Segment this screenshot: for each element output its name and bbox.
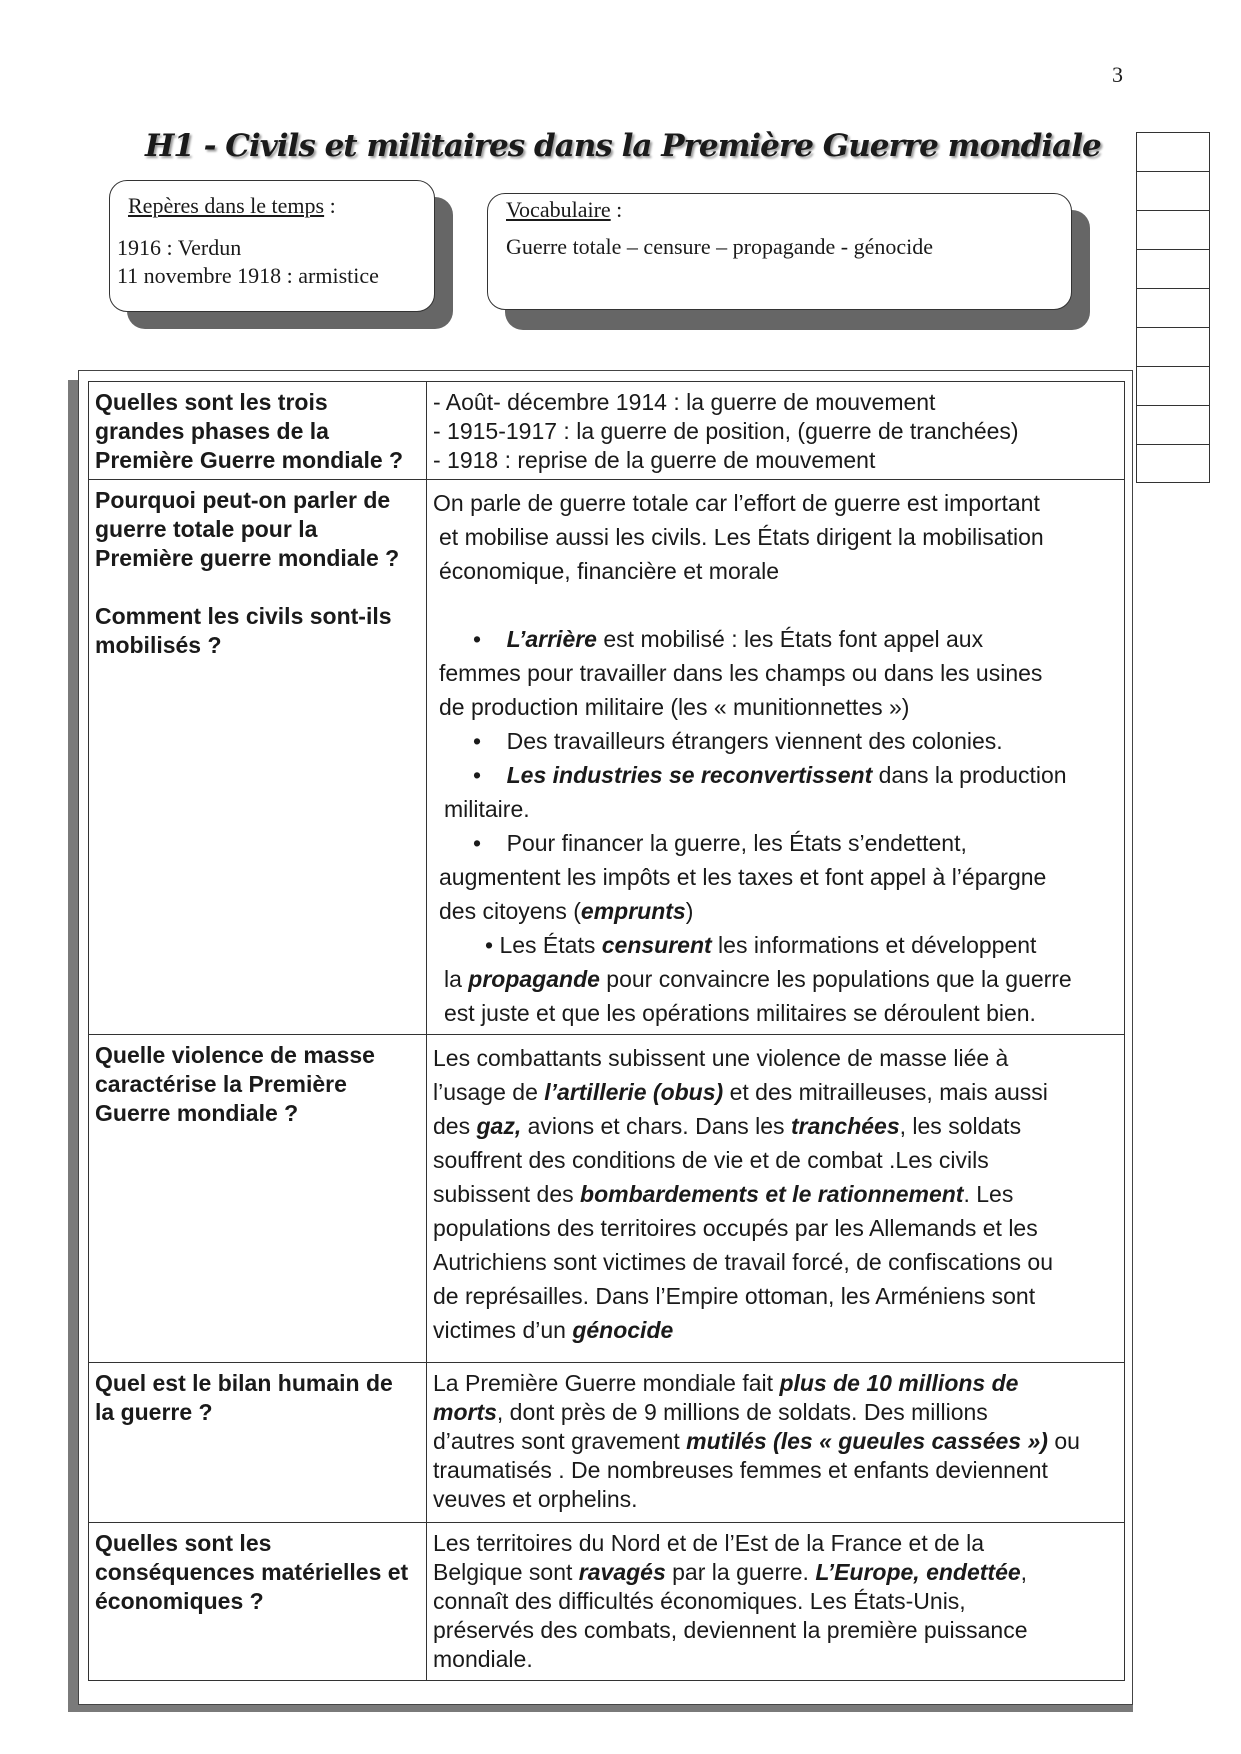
answer-line — [433, 1109, 1118, 1143]
answer-cell — [427, 480, 1125, 1035]
text: . Les — [963, 1181, 1014, 1207]
table-row — [89, 1523, 1125, 1681]
table-row — [89, 382, 1125, 480]
vocabulaire-heading-colon: : — [610, 197, 623, 222]
emphasis: mutilés (les « gueules cassées ») — [686, 1428, 1048, 1454]
answer-line: femmes pour travailler dans les champs ou dans les usines — [439, 660, 1043, 686]
bullet-item — [433, 622, 1118, 656]
checkbox[interactable] — [1136, 288, 1210, 327]
reperes-heading-colon: : — [324, 193, 336, 218]
text: ou — [1047, 1428, 1080, 1454]
answer-line: économique, financière et morale — [439, 558, 780, 584]
reperes-line-1: 1916 : Verdun — [117, 235, 242, 260]
question-line: Première guerre mondiale ? — [95, 545, 400, 571]
question-line: guerre totale pour la — [95, 516, 318, 542]
question-cell — [89, 1363, 427, 1523]
question-line: la guerre ? — [95, 1399, 213, 1425]
question-line: Quelle violence de masse — [95, 1042, 375, 1068]
text: , — [1020, 1559, 1028, 1585]
table-row — [89, 480, 1125, 1035]
answer-line: préservés des combats, deviennent la première puissance — [433, 1617, 1028, 1643]
emphasis: gaz, — [476, 1113, 522, 1139]
answer-line: - 1915-1917 : la guerre de position, (guerre de tranchées) — [433, 418, 1019, 444]
answer-line — [433, 894, 1118, 928]
answer-line: et mobilise aussi les civils. Les États dirigent la mobilisation — [439, 524, 1044, 550]
vocabulaire-heading: Vocabulaire — [506, 197, 611, 222]
question-cell — [89, 480, 427, 1035]
checkbox[interactable] — [1136, 444, 1210, 483]
bullet-text: dans la production — [872, 762, 1067, 788]
bullet-text: Des travailleurs étrangers viennent des colonies. — [506, 728, 1003, 754]
text: Belgique sont — [433, 1559, 579, 1585]
answer-line: - Août- décembre 1914 : la guerre de mouvement — [433, 389, 936, 415]
answer-line: mondiale. — [433, 1646, 533, 1672]
text: subissent des — [433, 1181, 581, 1207]
answer-cell — [427, 1363, 1125, 1523]
question-line: caractérise la Première — [95, 1071, 347, 1097]
vocabulaire-terms: Guerre totale – censure – propagande - génocide — [506, 234, 933, 259]
emphasis: Les industries se reconvertissent — [506, 762, 873, 788]
checkbox-column — [1136, 132, 1210, 483]
question-line: grandes phases de la — [95, 418, 329, 444]
bullet-icon: • — [485, 932, 494, 958]
bullet-text: Pour financer la guerre, les États s’endettent, — [506, 830, 967, 856]
text: la — [444, 966, 469, 992]
text: La Première Guerre mondiale fait — [433, 1370, 780, 1396]
bullet-text: est mobilisé : les États font appel aux — [596, 626, 984, 652]
answer-line: populations des territoires occupés par les Allemands et les — [433, 1215, 1038, 1241]
table-row — [89, 1035, 1125, 1363]
answer-line — [433, 962, 1118, 996]
emphasis: censurent — [601, 932, 712, 958]
question-line: Guerre mondiale ? — [95, 1100, 299, 1126]
question-line: Première Guerre mondiale ? — [95, 447, 404, 473]
checkbox[interactable] — [1136, 249, 1210, 288]
checkbox[interactable] — [1136, 210, 1210, 249]
bullet-item — [433, 758, 1118, 792]
answer-line: traumatisés . De nombreuses femmes et enfants deviennent — [433, 1457, 1048, 1483]
answer-line: Les territoires du Nord et de l’Est de la France et de la — [433, 1530, 985, 1556]
question-line: Quelles sont les — [95, 1530, 272, 1556]
text: victimes d’un — [433, 1317, 573, 1343]
bullet-text: les informations et développent — [711, 932, 1037, 958]
text: ) — [685, 898, 694, 924]
text: avions et chars. Dans les — [521, 1113, 791, 1139]
page-title: H1 - Civils et militaires dans la Première Guerre mondiale — [145, 128, 1101, 164]
checkbox[interactable] — [1136, 366, 1210, 405]
question-line: mobilisés ? — [95, 632, 222, 658]
answer-line — [433, 1558, 1118, 1587]
answer-line: de représailles. Dans l’Empire ottoman, les Arméniens sont — [433, 1283, 1036, 1309]
text: et des mitrailleuses, mais aussi — [723, 1079, 1048, 1105]
answer-line — [433, 1427, 1118, 1456]
answer-line: Autrichiens sont victimes de travail forcé, de confiscations ou — [433, 1249, 1054, 1275]
qa-table — [88, 381, 1125, 1681]
answer-line — [433, 1369, 1118, 1398]
answer-cell — [427, 1523, 1125, 1681]
answer-line: On parle de guerre totale car l’effort de guerre est important — [433, 490, 1040, 516]
question-line: Quel est le bilan humain de — [95, 1370, 393, 1396]
answer-line — [433, 1177, 1118, 1211]
emphasis: génocide — [572, 1317, 674, 1343]
bullet-text: Les États — [499, 932, 602, 958]
emphasis: L’arrière — [506, 626, 597, 652]
text: , les soldats — [899, 1113, 1022, 1139]
checkbox[interactable] — [1136, 132, 1210, 171]
emphasis: bombardements et le rationnement — [580, 1181, 964, 1207]
bullet-item — [433, 928, 1118, 962]
answer-line — [433, 1075, 1118, 1109]
answer-line — [433, 1398, 1118, 1427]
question-cell — [89, 1523, 427, 1681]
vocabulaire-box — [487, 193, 1072, 310]
answer-line: souffrent des conditions de vie et de combat .Les civils — [433, 1147, 989, 1173]
question-cell — [89, 1035, 427, 1363]
reperes-heading: Repères dans le temps — [128, 193, 325, 218]
bullet-icon: • — [473, 626, 482, 652]
emphasis: plus de 10 millions de — [779, 1370, 1019, 1396]
text: l’usage de — [433, 1079, 545, 1105]
question-line: Pourquoi peut-on parler de — [95, 487, 391, 513]
question-line: Comment les civils sont-ils — [95, 603, 392, 629]
table-row — [89, 1363, 1125, 1523]
text: , dont près de 9 millions de soldats. Des millions — [496, 1399, 988, 1425]
emphasis: propagande — [468, 966, 600, 992]
bullet-icon: • — [473, 762, 482, 788]
checkbox[interactable] — [1136, 327, 1210, 366]
text: par la guerre. — [665, 1559, 816, 1585]
page-number: 3 — [1112, 62, 1123, 87]
emphasis: L’Europe, endettée — [815, 1559, 1021, 1585]
emphasis: ravagés — [578, 1559, 666, 1585]
checkbox[interactable] — [1136, 405, 1210, 444]
question-cell — [89, 382, 427, 480]
answer-cell — [427, 1035, 1125, 1363]
reperes-line-2: 11 novembre 1918 : armistice — [117, 263, 379, 288]
answer-line: de production militaire (les « munitionnettes ») — [439, 694, 910, 720]
text: d’autres sont gravement — [433, 1428, 687, 1454]
answer-cell — [427, 382, 1125, 480]
question-line: économiques ? — [95, 1588, 264, 1614]
answer-line: - 1918 : reprise de la guerre de mouvement — [433, 447, 876, 473]
bullet-item — [433, 724, 1118, 758]
bullet-icon: • — [473, 728, 482, 754]
question-line: Quelles sont les trois — [95, 389, 328, 415]
answer-line: veuves et orphelins. — [433, 1486, 638, 1512]
answer-line: militaire. — [444, 796, 530, 822]
text: des — [433, 1113, 477, 1139]
answer-line: Les combattants subissent une violence de masse liée à — [433, 1045, 1009, 1071]
answer-line: est juste et que les opérations militaires se déroulent bien. — [444, 1000, 1036, 1026]
emphasis: tranchées — [790, 1113, 900, 1139]
bullet-item — [433, 826, 1118, 860]
question-line: conséquences matérielles et — [95, 1559, 409, 1585]
text: des citoyens ( — [439, 898, 581, 924]
emphasis: emprunts — [580, 898, 686, 924]
text: pour convaincre les populations que la guerre — [599, 966, 1072, 992]
reperes-box — [109, 180, 435, 312]
answer-line: connaît des difficultés économiques. Les États-Unis, — [433, 1588, 966, 1614]
emphasis: morts — [433, 1399, 497, 1425]
answer-line: augmentent les impôts et les taxes et font appel à l’épargne — [439, 864, 1047, 890]
bullet-icon: • — [473, 830, 482, 856]
answer-line — [433, 1313, 1118, 1347]
emphasis: l’artillerie (obus) — [544, 1079, 724, 1105]
checkbox[interactable] — [1136, 171, 1210, 210]
